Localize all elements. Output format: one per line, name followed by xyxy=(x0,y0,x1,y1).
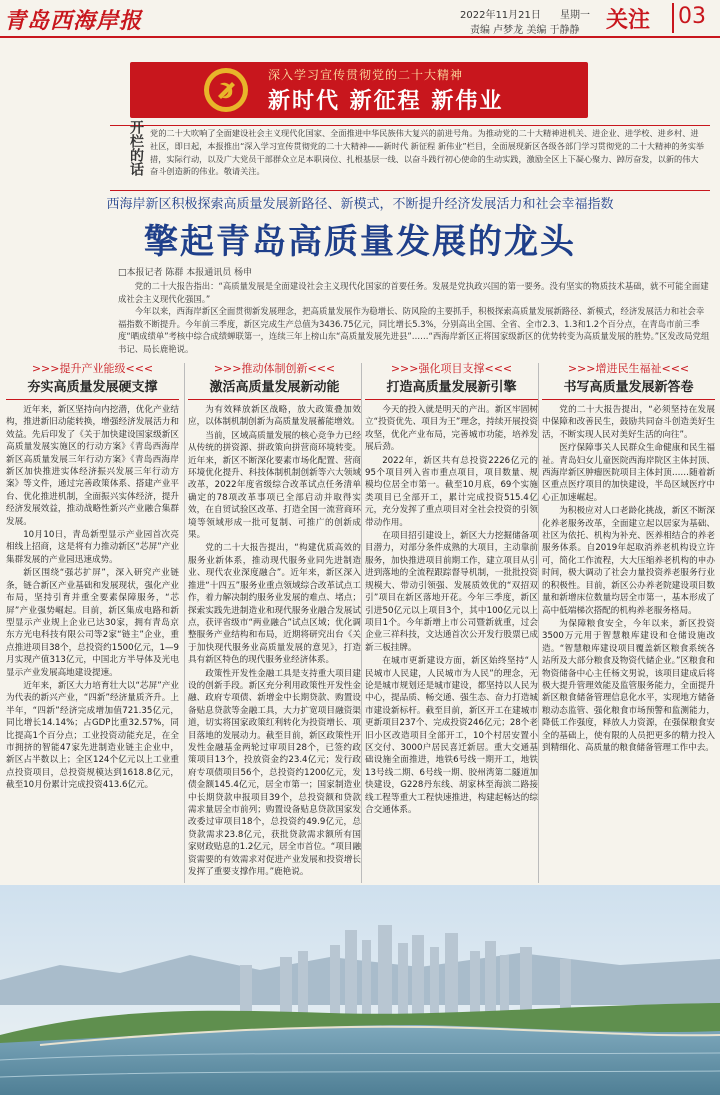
column-title: 书写高质量发展新答卷 xyxy=(542,374,715,400)
lead-paragraphs xyxy=(118,280,710,355)
article-column-3 xyxy=(365,360,538,817)
column-paragraph: 近年来，新区坚持向内挖潜，优化产业结构，推进新旧动能转换，增强经济发展活力和效益。先后印发了《关于加快建设国家级新区高质量发展实施区的行动方案》《青岛西海岸新区高质量发展三年行动方案》《青岛西海岸新区加快推进实体经济振兴发展三年行动方案》等文件，通过完善政策体系、搭建产业平台、优化推进机制，全面振兴实体经济，提升经济发展效益，推动战略性新兴产业融合集群发展。 xyxy=(6,405,179,527)
section-name: 关注 xyxy=(606,8,651,33)
column-title: 激活高质量发展新动能 xyxy=(188,374,361,400)
lead-paragraph: 今年以来，西海岸新区全面贯彻新发展理念，把高质量发展作为稳增长、防风险的主要抓手，积极探索高质量发展新路径、新模式，经济发展活力和社会幸福指数不断提升。今年前三季度，新区完成生产总值为3436.75亿元，同比增长5.3%，分别高出全国、全省、全市2.3、1.3和1.2个百分点，在青岛市前三季度“晒成绩单”考核中综合成绩蝉联第一，连续三年上榜山东“高质量发展先进县”……“西海岸新区正将国家级新区的优势转变为高质量发展的胜势。”区发改局党组书记、局长鹿艳说。 xyxy=(118,306,710,354)
masthead xyxy=(0,0,720,38)
city-skyline-photo xyxy=(0,885,720,1095)
column-tag: >>>强化项目支撑<<< xyxy=(390,362,513,375)
party-emblem-icon xyxy=(204,68,248,112)
column-paragraph: 为积极应对人口老龄化挑战，新区不断深化养老服务改革，全面建立起以居家为基础、社区为依托、机构为补充、医养相结合的养老服务体系。自2019年起取消养老机构设立许可，简化工作流程，大大压缩养老机构的申办时间，极大调动了社会力量投资养老服务行业的积极性。目前，新区公办养老院建设项目数量和新增床位数量均居全市第一，基本形成了高中低端梯次搭配的机构养老服务格局。 xyxy=(542,506,715,616)
column-tag: >>>增进民生福祉<<< xyxy=(567,362,690,375)
column-divider xyxy=(361,363,362,883)
issue-weekday: 星期一 xyxy=(560,10,590,21)
column-paragraph: 政策性开发性金融工具是支持重大项目建设的创新手段。新区充分利用政策性开发性金融、政府专项债、新增金中长期贷款、购置设备贴息贷款等金融工具，大力扩宽项目融资渠道，切实将国家政策红利转化为投资增长、项目落地的发展动力。截至目前，新区政策性开发性金融基金两轮过审项目28个，已签约政策项目13个，投放资金约23.4亿元；发行政府专项债项目56个，总投资约1200亿元，发债金额145.4亿元，居全市第一；国家制造业中长期贷款申报项目39个，总投资额和贷款需求量居全市前列；购置设备贴息贷款国家发改委过审项目18个，总投资约49.9亿元，总贷款需求23.8亿元，获批贷款需求额所有国家财政贴息的1.2亿元，居全市首位。“项目融资需要的有效需求对促进产业发展和投资增长发挥了重要支撑作用。”鹿艳说。 xyxy=(188,668,361,878)
banner-title-top: 深入学习宣传贯彻党的二十大精神 xyxy=(268,68,464,82)
article-column-4 xyxy=(542,360,715,755)
subheadline: 西海岸新区积极探索高质量发展新路径、新模式，不断提升经济发展活力和社会幸福指数 xyxy=(106,197,614,212)
byline: □本报记者 陈群 本报通讯员 杨申 xyxy=(118,268,253,278)
column-body xyxy=(542,404,715,754)
column-paragraph: 在项目招引建设上，新区大力挖掘储备项目潜力，对部分条件成熟的大项目，主动靠前服务，加快推进项目前期工作，建立项目从引进到落地的全流程跟踪督导机制，一批批投资规模大、带动引领强、发展质效优的“双招双引”项目在新区落地开花。今年三季度，新区引进50亿元以上项目3个，其中100亿元以上项目1个。今年新增上市公司暨新就重，过会企业三祥科技，文达通首次公开发行股票已成新三板挂牌。 xyxy=(365,531,538,653)
column-divider xyxy=(184,363,185,883)
column-paragraph: 为有效释放新区战略，放大政策叠加效应，以体制机制创新为高质量发展蓄能增效。 xyxy=(188,405,361,428)
newspaper-name: 青岛西海岸报 xyxy=(4,8,143,34)
column-title: 打造高质量发展新引擎 xyxy=(365,374,538,400)
column-body xyxy=(365,404,538,816)
editor-credit: 责编 卢梦龙 美编 于静静 xyxy=(470,25,580,36)
column-body xyxy=(188,404,361,878)
column-paragraph: 新区围绕“强芯扩屏”，深入研究产业链条，链合新区产业基础和发展现状，强化产业布局，坚持引育并重全要素保障服务，“芯屏”产业强势崛起。目前，新区集成电路和新型显示产业规上企业已达30家，拥有青岛京东方光电科技有限公司等2家“链主”企业，重点推进项目38个，总投资约1500亿元，1—9月实现产值313亿元，中国北方半导体及光电显示产业发展高地建设提速。 xyxy=(6,568,179,678)
column-paragraph: 在城市更新建设方面，新区始终坚持“人民城市人民建，人民城市为人民”的理念，无论是城市规划还是城市建设，都坚持以人民为中心，提品质、畅交通、强生态、奋力打造城市建设新标杆。截至目前，新区开工在建城市更新项目237个、完成投资246亿元；28个老旧小区改造项目全部开工，10个村居安置小区交付、3000户居民喜迁新居。重大交通基础设施全面推进，地铁6号线一期开工，地铁13号线二期、6号线一期、胶州湾第二隧道加快建设，G228丹东线、胡家林至海滨二路接线工程等重大工程快速推进，构建起畅达的综合交通体系。 xyxy=(365,656,538,815)
page-number: 03 xyxy=(678,4,706,29)
column-paragraph: 2022年，新区共有总投资2226亿元的95个项目列入省市重点项目，项目数量、规模均位居全市第一。截至10月底，69个实施类项目已全部开工，累计完成投资515.4亿元，充分发挥了重点项目对全社会投资的引领带动作用。 xyxy=(365,455,538,528)
column-paragraph: 党的二十大报告提出，“构建优质高效的服务业新体系，推动现代服务业同先进制造业、现代农业深度融合”。近年来，新区深入推进“十四五”服务业重点领域综合改革试点工作，着力解决制约服务业发展的难点、堵点；探索实践先进制造业和现代服务业融合发展试点，获评省级市“两业融合”试点区域；优化调整服务产业结构和布局，近期将研究出台《关于加快现代服务业高质量发展的意见》，打造具有新区特色的现代服务业经济体系。 xyxy=(188,543,361,666)
lead-paragraph: 党的二十大报告指出：“高质量发展是全面建设社会主义现代化国家的首要任务。发展是党执政兴国的第一要务。没有坚实的物质技术基础，就不可能全面建成社会主义现代化强国。” xyxy=(118,281,709,304)
column-title: 夯实高质量发展硬支撑 xyxy=(6,374,179,400)
column-paragraph: 10月10日，青岛新型显示产业园首次亮相线上招商，这是将有力推动新区“芯屏”产业集群发展的产业园迅速成势。 xyxy=(6,530,179,565)
banner-title-main: 新时代 新征程 新伟业 xyxy=(268,89,504,114)
intro-label: 开栏的话 xyxy=(128,120,144,176)
issue-date: 2022年11月21日 xyxy=(460,10,541,21)
column-body xyxy=(6,404,179,792)
column-paragraph: 当前，区域高质量发展的核心竞争力已经从传统的拼资源、拼政策向拼营商环境转变。近年来，新区不断深化要素市场化配置、营商环境优化提升、科技体制机制创新等六大领域改革，2022年度省级综合改革试点任务清单确定的78项改革事项已全部启动并取得实效，在自贸试验区改革、打造全国一流营商环境等领域形成一批可复制、可推广的创新成果。 xyxy=(188,430,361,541)
article-column-2 xyxy=(188,360,361,879)
column-paragraph: 今天的投入就是明天的产出。新区牢固树立“投资优先、项目为王”理念，持续开展投资攻坚，优化产业布局，完善城市功能，培养发展后劲。 xyxy=(365,405,538,453)
column-paragraph: 为保障粮食安全，今年以来，新区投资3500万元用于智慧粮库建设和仓储设施改造。“智慧粮库建设项目覆盖新区粮食系统各站所及大部分粮食及物资代储企业。”区粮食和物资储备中心主任杨文男说，该项目建成后将极大提升管理效能及监管服务能力，全面提升新区粮食储备管理信息化水平，实现地方储备粮动态监管、强化粮食市场预警和监测能力，降低工作强度，释放人力资源，在强保粮食安全的基础上，使有限的人员把更多的精力投入到精细化、高质量的粮食储备管理工作中去。 xyxy=(542,618,715,753)
column-paragraph: 近年来，新区大力培育壮大以“芯屏”产业为代表的新兴产业，“四新”经济量质齐升。上半年，“四新”经济完成增加值721.35亿元，同比增长14.14%；占GDP比重32.57%，同比提高1个百分点；工业投资动能充足，在全市拥挤的智能47家先进制造业链主企业中，新区占半数以上；全区124个亿元以上工业重点投资项目，总投资规模达到1618.8亿元，截至10月份累计完成投资413.6亿元。 xyxy=(6,680,179,791)
column-paragraph: 党的二十大报告提出，“必须坚持在发展中保障和改善民生，鼓励共同奋斗创造美好生活，不断实现人民对美好生活的向往”。 xyxy=(542,405,715,440)
column-tag: >>>提升产业能级<<< xyxy=(31,362,154,375)
article-column-1 xyxy=(6,360,179,793)
column-tag: >>>推动体制创新<<< xyxy=(213,362,336,375)
column-divider xyxy=(538,363,539,883)
column-paragraph: 医疗保障事关人民群众生命健康和民生福祉。青岛妇女儿童医院西海岸院区主体封顶、西海岸新区肿瘤医院项目主体封顶……随着新区重点医疗项目的加快建设，半岛区域医疗中心正加速崛起。 xyxy=(542,443,715,503)
intro-text: 党的二十大吹响了全面建设社会主义现代化国家、全面推进中华民族伟大复兴的前进号角。为推动党的二十大精神进机关、进企业、进学校、进乡村、进社区，即日起，本报推出“深入学习宣传贯彻党的二十大精神——新时代 新征程 新伟业”栏目，全面展现新区各级各部门学习贯彻党的二十大精神的务实举措，实际行动，以及广大党员干部群众立足本职岗位、扎根基层一线、以奋斗践行初心使命的生动实践，激励全区上下凝心聚力、踔厉奋发，以新的伟大奋斗创造新的伟业。敬请关注。 xyxy=(150,128,705,177)
headline: 擎起青岛高质量发展的龙头 xyxy=(144,222,576,262)
